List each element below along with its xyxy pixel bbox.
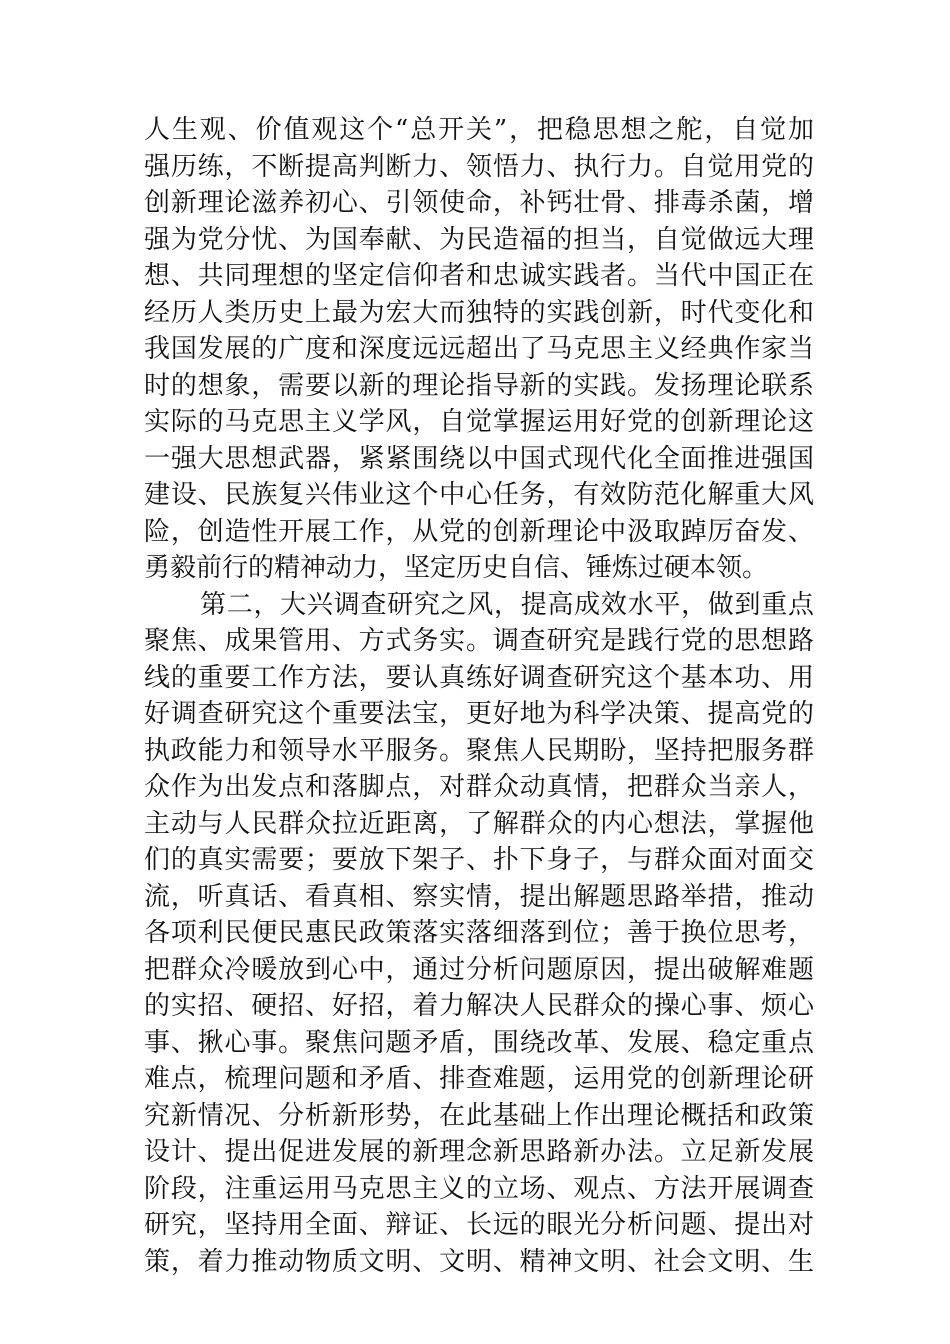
text-line: 勇毅前行的精神动力，坚定历史自信、锤炼过硬本领。	[144, 553, 769, 583]
text-line: 研究，坚持用全面、辩证、长远的眼光分析问题、提出对	[144, 1210, 814, 1240]
text-line: 我国发展的广度和深度远远超出了马克思主义经典作家当	[144, 334, 814, 364]
body-text	[144, 112, 814, 1280]
text-line: 想、共同理想的坚定信仰者和忠诚实践者。当代中国正在	[144, 261, 814, 291]
text-line: 好调查研究这个重要法宝，更好地为科学决策、提高党的	[144, 699, 814, 729]
text-line: 主动与人民群众拉近距离，了解群众的内心想法，掌握他	[144, 808, 814, 839]
text-line: 强历练，不断提高判断力、领悟力、执行力。自觉用党的	[144, 151, 814, 182]
text-line: 一强大思想武器，紧紧围绕以中国式现代化全面推进强国	[144, 443, 814, 474]
text-line: 流，听真话、看真相、察实情，提出解题思路举措，推动	[144, 881, 814, 912]
text-line: 们的真实需要；要放下架子、扑下身子，与群众面对面交	[144, 845, 814, 875]
text-line: 各项利民便民惠民政策落实落细落到位；善于换位思考，	[144, 918, 814, 948]
text-line: 险，创造性开展工作，从党的创新理论中汲取踔厉奋发、	[144, 516, 814, 547]
text-line: 究新情况、分析新形势，在此基础上作出理论概括和政策	[144, 1100, 814, 1131]
text-line: 执政能力和领导水平服务。聚焦人民期盼，坚持把服务群	[144, 735, 814, 766]
text-line: 时的想象，需要以新的理论指导新的实践。发扬理论联系	[144, 370, 814, 401]
text-line: 实际的马克思主义学风，自觉掌握运用好党的创新理论这	[144, 407, 814, 437]
text-line: 第二，大兴调查研究之风，提高成效水平，做到重点	[200, 589, 814, 620]
text-line: 线的重要工作方法，要认真练好调查研究这个基本功、用	[144, 662, 814, 693]
text-line: 众作为出发点和落脚点，对群众动真情，把群众当亲人，	[144, 772, 814, 802]
text-line: 经历人类历史上最为宏大而独特的实践创新，时代变化和	[144, 297, 814, 328]
text-line: 难点，梳理问题和矛盾、排查难题，运用党的创新理论研	[144, 1064, 814, 1094]
text-line: 策，着力推动物质文明、文明、精神文明、社会文明、生	[144, 1246, 814, 1277]
text-line: 建设、民族复兴伟业这个中心任务，有效防范化解重大风	[144, 480, 814, 510]
text-line: 创新理论滋养初心、引领使命，补钙壮骨、排毒杀菌，增	[144, 188, 814, 218]
text-line: 人生观、价值观这个“总开关”，把稳思想之舵，自觉加	[144, 115, 814, 145]
text-line: 设计、提出促进发展的新理念新思路新办法。立足新发展	[144, 1137, 814, 1167]
text-line: 阶段，注重运用马克思主义的立场、观点、方法开展调查	[144, 1173, 814, 1204]
text-line: 的实招、硬招、好招，着力解决人民群众的操心事、烦心	[144, 991, 814, 1021]
text-line: 把群众冷暖放到心中，通过分析问题原因，提出破解难题	[144, 954, 814, 985]
text-line: 事、揪心事。聚焦问题矛盾，围绕改革、发展、稳定重点	[144, 1027, 814, 1058]
text-line: 聚焦、成果管用、方式务实。调查研究是践行党的思想路	[144, 626, 814, 656]
text-line: 强为党分忧、为国奉献、为民造福的担当，自觉做远大理	[144, 224, 814, 255]
